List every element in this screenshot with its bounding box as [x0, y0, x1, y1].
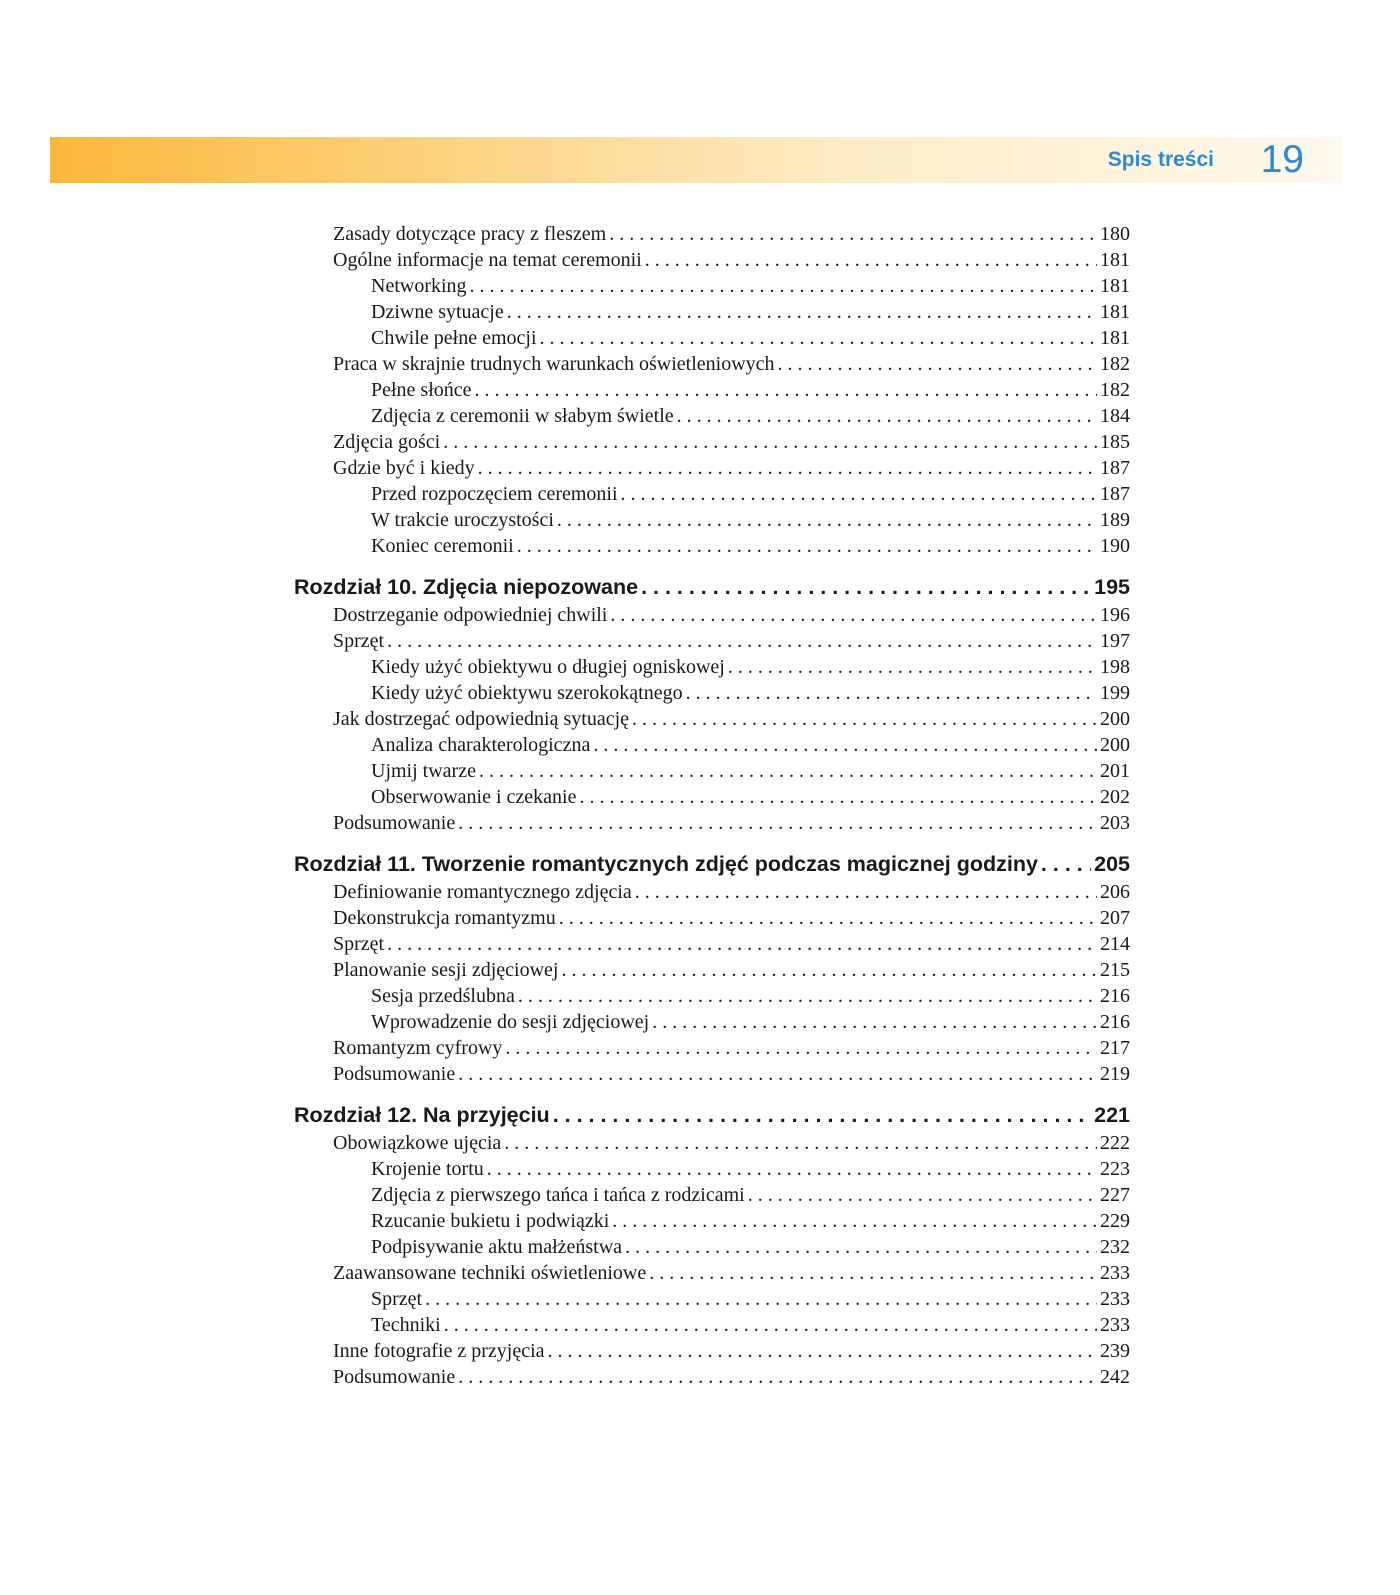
toc-entry-title: Analiza charakterologiczna — [371, 734, 591, 756]
toc-entry[interactable] — [333, 1338, 1130, 1364]
toc-entry-title: Zdjęcia z pierwszego tańca i tańca z rodzicami — [371, 1184, 745, 1206]
toc-entry-title: Definiowanie romantycznego zdjęcia — [333, 881, 632, 903]
toc-entry-title: Sprzęt — [333, 933, 385, 955]
toc-entry-page: 185 — [1100, 431, 1130, 453]
toc-entry[interactable] — [371, 1234, 1130, 1260]
toc-entry-page: 205 — [1094, 852, 1130, 876]
toc-entry[interactable] — [371, 481, 1130, 507]
toc-entry[interactable] — [371, 983, 1130, 1009]
dot-leader — [562, 957, 1098, 983]
toc-entry-page: 229 — [1100, 1210, 1130, 1232]
toc-entry-title: Ujmij twarze — [371, 760, 476, 782]
toc-entry[interactable] — [371, 273, 1130, 299]
toc-entry[interactable] — [371, 784, 1130, 810]
toc-entry-page: 198 — [1100, 656, 1130, 678]
toc-entry-title: Ogólne informacje na temat ceremonii — [333, 249, 642, 271]
dot-leader — [559, 905, 1097, 931]
toc-entry[interactable] — [333, 1061, 1130, 1087]
dot-leader — [677, 403, 1097, 429]
toc-entry-page: 233 — [1100, 1288, 1130, 1310]
toc-entry-page: 181 — [1100, 275, 1130, 297]
toc-chapter-entry[interactable] — [294, 849, 1130, 879]
dot-leader — [505, 1035, 1097, 1061]
toc-entry-page: 202 — [1100, 786, 1130, 808]
dot-leader — [686, 680, 1097, 706]
dot-leader — [507, 299, 1097, 325]
toc-entry-title: Obserwowanie i czekanie — [371, 786, 577, 808]
toc-entry-title: Kiedy użyć obiektywu szerokokątnego — [371, 682, 683, 704]
toc-entry-page: 203 — [1100, 812, 1130, 834]
dot-leader — [579, 784, 1097, 810]
toc-entry-title: Obowiązkowe ujęcia — [333, 1132, 502, 1154]
toc-entry-title: Podsumowanie — [333, 1063, 456, 1085]
toc-entry[interactable] — [371, 732, 1130, 758]
toc-entry-title: Kiedy użyć obiektywu o długiej ogniskowej — [371, 656, 725, 678]
toc-entry[interactable] — [333, 957, 1130, 983]
toc-entry[interactable] — [371, 325, 1130, 351]
toc-entry-title: Pełne słońce — [371, 379, 472, 401]
toc-entry-title: Dostrzeganie odpowiedniej chwili — [333, 604, 608, 626]
dot-leader — [504, 1130, 1097, 1156]
toc-entry-title: Sesja przedślubna — [371, 985, 515, 1007]
toc-entry-page: 181 — [1100, 301, 1130, 323]
toc-entry-page: 187 — [1100, 483, 1130, 505]
dot-leader — [652, 1009, 1097, 1035]
toc-entry-page: 187 — [1100, 457, 1130, 479]
toc-entry[interactable] — [371, 654, 1130, 680]
dot-leader — [635, 879, 1097, 905]
toc-entry[interactable] — [333, 931, 1130, 957]
toc-entry-title: Romantyzm cyfrowy — [333, 1037, 503, 1059]
toc-entry-page: 219 — [1100, 1063, 1130, 1085]
toc-entry[interactable] — [371, 1208, 1130, 1234]
toc-entry[interactable] — [371, 1009, 1130, 1035]
dot-leader — [649, 1260, 1097, 1286]
toc-entry-page: 239 — [1100, 1340, 1130, 1362]
dot-leader — [1041, 849, 1091, 879]
toc-entry-title: Sprzęt — [371, 1288, 423, 1310]
toc-entry-page: 181 — [1100, 327, 1130, 349]
toc-entry-page: 201 — [1100, 760, 1130, 782]
toc-entry[interactable] — [371, 1286, 1130, 1312]
dot-leader — [641, 572, 1091, 602]
toc-entry-page: 242 — [1100, 1366, 1130, 1388]
toc-entry-title: Rzucanie bukietu i podwiązki — [371, 1210, 610, 1232]
toc-entry-title: Planowanie sesji zdjęciowej — [333, 959, 559, 981]
dot-leader — [487, 1156, 1097, 1182]
toc-entry-page: 189 — [1100, 509, 1130, 531]
toc-entry-page: 227 — [1100, 1184, 1130, 1206]
toc-entry-page: 207 — [1100, 907, 1130, 929]
toc-entry-title: Podsumowanie — [333, 1366, 456, 1388]
toc-entry-page: 233 — [1100, 1314, 1130, 1336]
dot-leader — [553, 1100, 1091, 1130]
toc-entry-title: Zasady dotyczące pracy z fleszem — [333, 223, 607, 245]
dot-leader — [593, 732, 1097, 758]
dot-leader — [540, 325, 1097, 351]
toc-entry-page: 200 — [1100, 734, 1130, 756]
dot-leader — [612, 1208, 1097, 1234]
toc-entry[interactable] — [333, 879, 1130, 905]
toc-entry[interactable] — [333, 1130, 1130, 1156]
table-of-contents — [0, 221, 1400, 1390]
toc-entry-page: 222 — [1100, 1132, 1130, 1154]
dot-leader — [517, 533, 1097, 559]
toc-entry[interactable] — [333, 351, 1130, 377]
dot-leader — [609, 221, 1097, 247]
dot-leader — [475, 377, 1097, 403]
toc-entry-title: Dekonstrukcja romantyzmu — [333, 907, 556, 929]
toc-entry-page: 197 — [1100, 630, 1130, 652]
dot-leader — [625, 1234, 1097, 1260]
toc-entry-title: Zaawansowane techniki oświetleniowe — [333, 1262, 647, 1284]
toc-entry[interactable] — [371, 299, 1130, 325]
dot-leader — [610, 602, 1097, 628]
toc-entry[interactable] — [333, 706, 1130, 732]
toc-entry-page: 180 — [1100, 223, 1130, 245]
toc-entry-title: Chwile pełne emocji — [371, 327, 537, 349]
toc-entry-title: W trakcie uroczystości — [371, 509, 554, 531]
toc-entry-page: 214 — [1100, 933, 1130, 955]
toc-entry-title: Praca w skrajnie trudnych warunkach oświetleniowych — [333, 353, 775, 375]
toc-entry-title: Networking — [371, 275, 467, 297]
toc-entry-page: 182 — [1100, 379, 1130, 401]
toc-entry-page: 215 — [1100, 959, 1130, 981]
toc-entry-title: Rozdział 11. Tworzenie romantycznych zdjęć podczas magicznej godziny — [294, 852, 1038, 876]
page-number: 19 — [1260, 138, 1304, 181]
toc-entry-page: 206 — [1100, 881, 1130, 903]
dot-leader — [645, 247, 1097, 273]
toc-entry-page: 223 — [1100, 1158, 1130, 1180]
toc-entry[interactable] — [333, 1364, 1130, 1390]
toc-entry-page: 184 — [1100, 405, 1130, 427]
toc-entry[interactable] — [333, 905, 1130, 931]
dot-leader — [387, 628, 1097, 654]
toc-entry-page: 233 — [1100, 1262, 1130, 1284]
toc-entry[interactable] — [333, 455, 1130, 481]
toc-entry-title: Wprowadzenie do sesji zdjęciowej — [371, 1011, 650, 1033]
toc-entry[interactable] — [371, 1156, 1130, 1182]
toc-entry-page: 195 — [1094, 575, 1130, 599]
dot-leader — [548, 1338, 1097, 1364]
toc-entry-page: 216 — [1100, 1011, 1130, 1033]
toc-entry-page: 199 — [1100, 682, 1130, 704]
toc-entry-title: Inne fotografie z przyjęcia — [333, 1340, 545, 1362]
dot-leader — [458, 1061, 1097, 1087]
dot-leader — [557, 507, 1097, 533]
toc-entry-title: Jak dostrzegać odpowiednią sytuację — [333, 708, 630, 730]
toc-chapter-entry[interactable] — [294, 1100, 1130, 1130]
toc-entry-title: Gdzie być i kiedy — [333, 457, 475, 479]
dot-leader — [444, 1312, 1097, 1338]
dot-leader — [479, 758, 1097, 784]
dot-leader — [478, 455, 1097, 481]
dot-leader — [387, 931, 1097, 957]
toc-entry[interactable] — [333, 1035, 1130, 1061]
toc-entry[interactable] — [371, 1182, 1130, 1208]
toc-entry-title: Dziwne sytuacje — [371, 301, 504, 323]
toc-entry[interactable] — [371, 680, 1130, 706]
toc-entry-page: 232 — [1100, 1236, 1130, 1258]
dot-leader — [632, 706, 1097, 732]
dot-leader — [470, 273, 1097, 299]
toc-entry-title: Techniki — [371, 1314, 441, 1336]
toc-entry-title: Rozdział 12. Na przyjęciu — [294, 1103, 550, 1127]
toc-entry-page: 200 — [1100, 708, 1130, 730]
toc-entry[interactable] — [371, 533, 1130, 559]
toc-entry-title: Krojenie tortu — [371, 1158, 484, 1180]
toc-entry-page: 182 — [1100, 353, 1130, 375]
toc-entry[interactable] — [333, 810, 1130, 836]
toc-entry[interactable] — [333, 247, 1130, 273]
dot-leader — [748, 1182, 1097, 1208]
toc-entry-title: Podpisywanie aktu małżeństwa — [371, 1236, 623, 1258]
toc-entry[interactable] — [371, 403, 1130, 429]
toc-entry[interactable] — [371, 507, 1130, 533]
dot-leader — [458, 1364, 1097, 1390]
toc-chapter-entry[interactable] — [294, 572, 1130, 602]
toc-entry[interactable] — [333, 221, 1130, 247]
dot-leader — [778, 351, 1097, 377]
toc-entry-title: Zdjęcia z ceremonii w słabym świetle — [371, 405, 674, 427]
toc-entry-page: 181 — [1100, 249, 1130, 271]
toc-entry[interactable] — [333, 1260, 1130, 1286]
dot-leader — [458, 810, 1097, 836]
toc-entry[interactable] — [371, 758, 1130, 784]
toc-entry[interactable] — [333, 602, 1130, 628]
toc-entry[interactable] — [371, 1312, 1130, 1338]
toc-entry[interactable] — [333, 429, 1130, 455]
dot-leader — [621, 481, 1097, 507]
toc-entry-title: Podsumowanie — [333, 812, 456, 834]
dot-leader — [443, 429, 1097, 455]
toc-entry-page: 221 — [1094, 1103, 1130, 1127]
toc-entry-page: 190 — [1100, 535, 1130, 557]
toc-entry-title: Sprzęt — [333, 630, 385, 652]
toc-entry-title: Zdjęcia gości — [333, 431, 441, 453]
dot-leader — [518, 983, 1097, 1009]
toc-entry-page: 217 — [1100, 1037, 1130, 1059]
dot-leader — [425, 1286, 1097, 1312]
toc-entry-title: Przed rozpoczęciem ceremonii — [371, 483, 618, 505]
header-band — [50, 137, 1342, 183]
toc-entry-page: 216 — [1100, 985, 1130, 1007]
toc-entry-title: Rozdział 10. Zdjęcia niepozowane — [294, 575, 639, 599]
toc-entry-page: 196 — [1100, 604, 1130, 626]
toc-entry[interactable] — [333, 628, 1130, 654]
toc-entry-title: Koniec ceremonii — [371, 535, 514, 557]
running-title: Spis treści — [1107, 148, 1214, 171]
dot-leader — [728, 654, 1097, 680]
toc-entry[interactable] — [371, 377, 1130, 403]
